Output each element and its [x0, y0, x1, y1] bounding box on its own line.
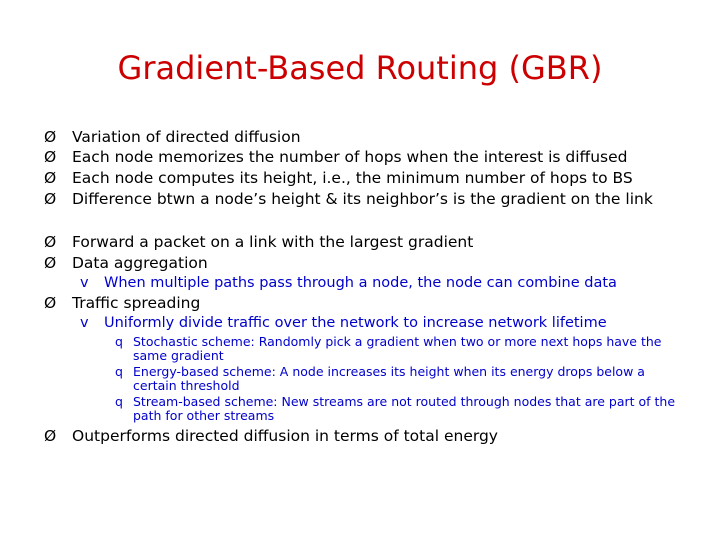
bullet-item	[44, 429, 692, 443]
square-bullet-icon: q	[115, 394, 123, 409]
arrow-bullet-icon: Ø	[44, 427, 57, 445]
diamond-bullet-icon: v	[80, 275, 89, 291]
sub-sub-bullet-text: Stream-based scheme: New streams are not routed through nodes that are part of the path for other streams	[133, 394, 676, 423]
bullet-text: Traffic spreading	[72, 294, 201, 312]
sub-bullet-item	[80, 315, 607, 331]
bullet-item	[44, 256, 692, 270]
sub-bullet-item	[80, 275, 617, 291]
arrow-bullet-icon: Ø	[44, 128, 57, 146]
bullet-item	[44, 296, 692, 310]
bullet-text: Difference btwn a node’s height & its neighbor’s is the gradient on the link	[72, 190, 653, 208]
bullet-item	[44, 150, 692, 164]
diamond-bullet-icon: v	[80, 315, 89, 331]
arrow-bullet-icon: Ø	[44, 148, 57, 166]
bullet-text: Variation of directed diffusion	[72, 128, 301, 146]
arrow-bullet-icon: Ø	[44, 169, 57, 187]
bullet-item	[44, 130, 692, 144]
arrow-bullet-icon: Ø	[44, 190, 57, 208]
sub-sub-bullet-item	[115, 335, 678, 363]
bullet-item	[44, 235, 692, 249]
bullet-text: Each node memorizes the number of hops when the interest is diffused	[72, 148, 628, 166]
square-bullet-icon: q	[115, 334, 123, 349]
bullet-text: Forward a packet on a link with the largest gradient	[72, 233, 474, 251]
bullet-item	[44, 171, 692, 185]
arrow-bullet-icon: Ø	[44, 294, 57, 312]
sub-sub-bullet-item	[115, 365, 678, 393]
sub-sub-bullet-text: Energy-based scheme: A node increases its height when its energy drops below a certain threshold	[133, 364, 645, 393]
arrow-bullet-icon: Ø	[44, 254, 57, 272]
sub-bullet-text: When multiple paths pass through a node, the node can combine data	[104, 275, 617, 291]
bullet-text: Outperforms directed diffusion in terms of total energy	[72, 427, 498, 445]
square-bullet-icon: q	[115, 364, 123, 379]
slide-title: Gradient-Based Routing (GBR)	[117, 49, 603, 87]
sub-sub-bullet-text: Stochastic scheme: Randomly pick a gradient when two or more next hops have the same gradient	[133, 334, 662, 363]
bullet-item	[44, 192, 692, 206]
bullet-text: Each node computes its height, i.e., the minimum number of hops to BS	[72, 169, 633, 187]
sub-sub-bullet-item	[115, 395, 678, 423]
arrow-bullet-icon: Ø	[44, 233, 57, 251]
sub-bullet-text: Uniformly divide traffic over the network to increase network lifetime	[104, 315, 607, 331]
bullet-text: Data aggregation	[72, 254, 208, 272]
